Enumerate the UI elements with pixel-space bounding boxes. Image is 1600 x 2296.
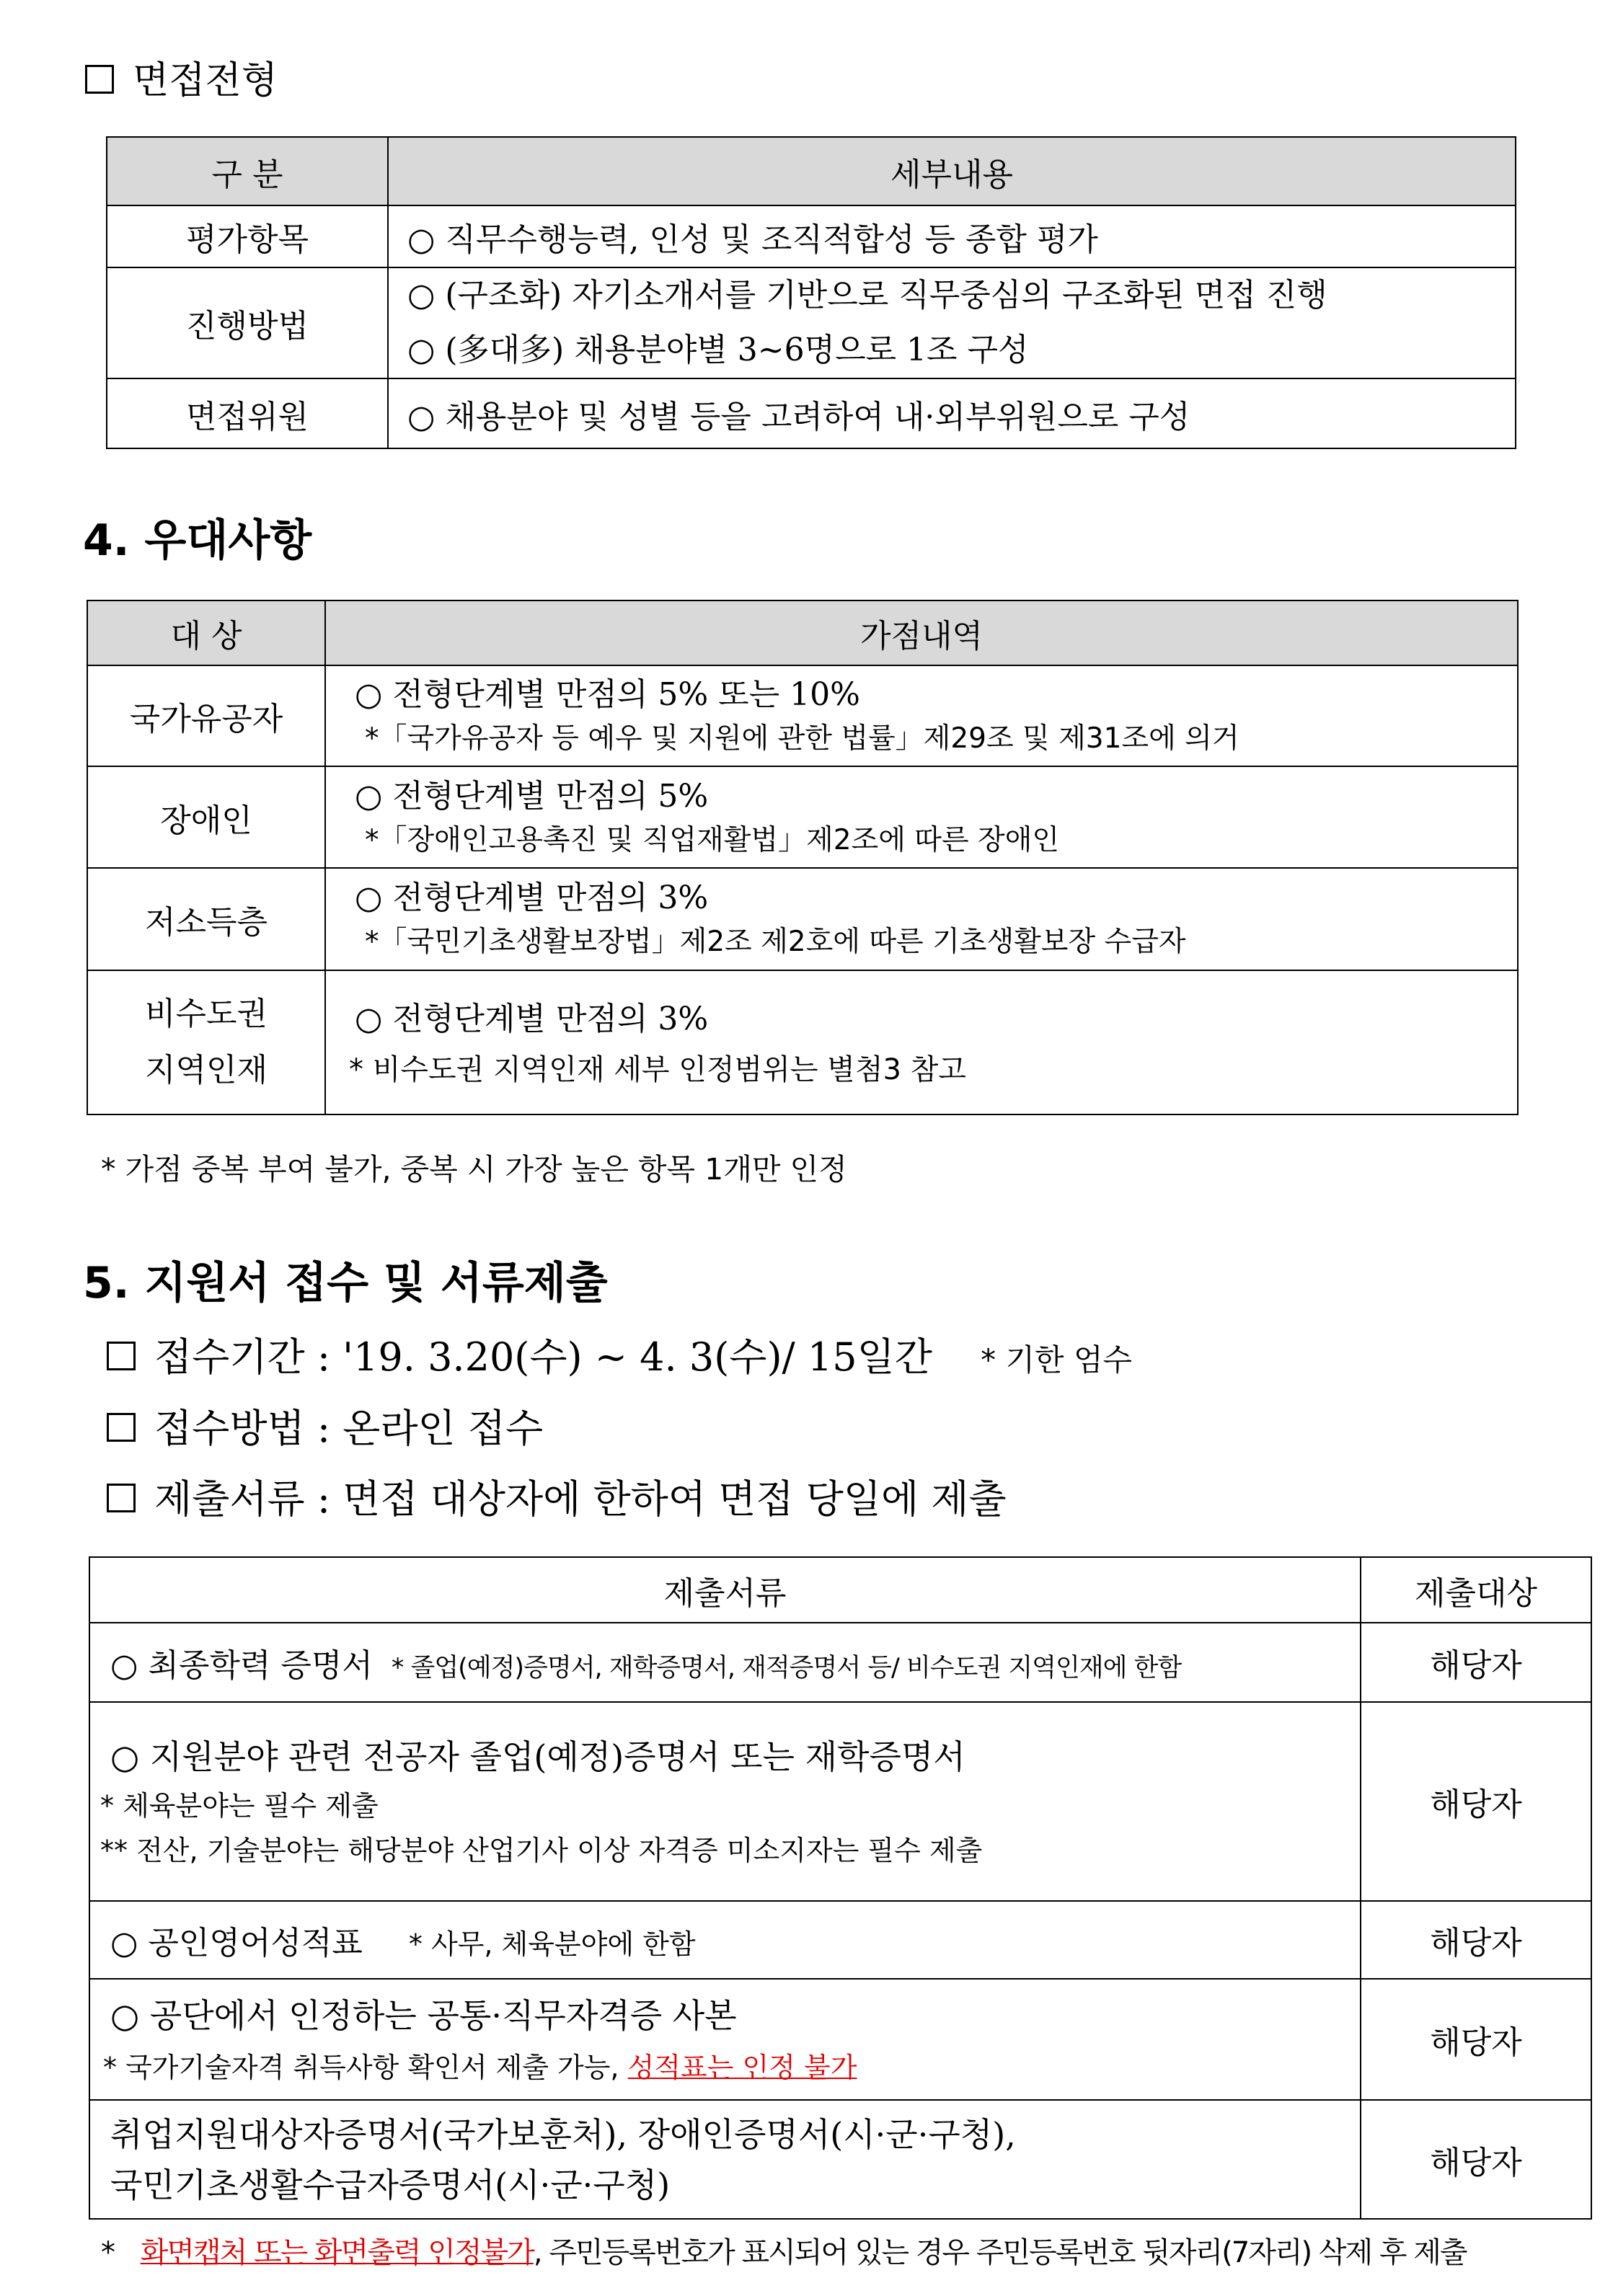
interview-heading-text: 면접전형 [133,59,278,102]
method-text: 접수방법 : 온라인 접수 [154,1406,544,1451]
doc-row-target: 해당자 [1361,1623,1591,1702]
doc-row-target: 해당자 [1361,1901,1591,1979]
preference-row-label: 장애인 [87,766,325,868]
checkbox-square-icon [107,1413,136,1442]
preference-table [87,600,1519,1115]
application-heading: 5. 지원서 접수 및 서류제출 [83,1258,608,1308]
application-item-method [107,1400,543,1458]
preference-row-main: ○ 전형단계별 만점의 3% [355,879,709,916]
preference-footnote: * 가점 중복 부여 불가, 중복 시 가장 높은 항목 1개만 인정 [101,1152,847,1187]
documents-col-documents: 제출서류 [89,1557,1361,1623]
application-item-period [107,1329,1132,1389]
bottom-note [101,2230,1466,2276]
bottom-note-star: * [101,2236,114,2269]
preference-row-note: *「국가유공자 등 예우 및 지원에 관한 법률」제29조 및 제31조에 의거 [365,722,1239,755]
doc-row-inline-note: * 졸업(예정)증명서, 재학증명서, 재적증명서 등/ 비수도권 지역인재에 한함 [391,1654,1182,1683]
checkbox-square-icon [107,1342,136,1370]
period-text: 접수기간 : '19. 3.20(수) ~ 4. 3(수)/ 15일간 [154,1334,932,1380]
preference-row-main: ○ 전형단계별 만점의 3% [355,1001,709,1037]
doc-row-main: ○ 최종학력 증명서 [110,1647,373,1684]
interview-row-text: ○ (多대多) 채용분야별 3~6명으로 1조 구성 [407,332,1029,368]
interview-col-category: 구 분 [107,137,388,205]
preference-col-points: 가점내역 [325,600,1518,665]
preference-row-label: 지역인재 [144,1052,268,1089]
doc-row-inline-note: * 사무, 체육분야에 한함 [408,1928,696,1960]
preference-row-note: *「장애인고용촉진 및 직업재활법」제2조에 따른 장애인 [365,823,1060,856]
interview-row-label: 면접위원 [107,378,388,448]
preference-row-label: 비수도권 [144,996,268,1032]
interview-row-text: ○ 직무수행능력, 인성 및 조직적합성 등 종합 평가 [407,221,1098,258]
doc-row-target: 해당자 [1361,2100,1591,2219]
preference-row-main: ○ 전형단계별 만점의 5% [355,777,709,815]
preference-col-target: 대 상 [87,600,325,665]
interview-row-label: 진행방법 [107,267,388,378]
doc-row-text: 취업지원대상자증명서(국가보훈처), 장애인증명서(시·군·구청), [110,2114,1016,2154]
doc-row-main: ○ 공인영어성적표 [110,1925,363,1962]
bottom-note-text: , 주민등록번호가 표시되어 있는 경우 주민등록번호 뒷자리(7자리) 삭제 후 제출 [533,2236,1467,2269]
interview-row-label: 평가항목 [107,205,388,267]
interview-col-details: 세부내용 [388,137,1516,205]
doc-row-main: ○ 지원분야 관련 전공자 졸업(예정)증명서 또는 재학증명서 [110,1737,965,1776]
preference-row-label: 저소득층 [87,868,325,970]
preference-heading: 4. 우대사항 [83,515,312,566]
preference-row-note: *「국민기초생활보장법」제2조 제2호에 따른 기초생활보장 수급자 [365,926,1186,958]
period-note: * 기한 엄수 [981,1342,1133,1378]
interview-row-text: ○ (구조화) 자기소개서를 기반으로 직무중심의 구조화된 면접 진행 [407,277,1327,314]
doc-row-main: ○ 공단에서 인정하는 공통·직무자격증 사본 [110,1996,737,2035]
application-item-documents [107,1471,1007,1528]
preference-row-note: * 비수도권 지역인재 세부 인정범위는 별첨3 참고 [349,1053,966,1086]
documents-text: 제출서류 : 면접 대상자에 한하여 면접 당일에 제출 [154,1476,1007,1522]
interview-row-text: ○ 채용분야 및 성별 등을 고려하여 내·외부위원으로 구성 [407,398,1190,435]
interview-table [106,136,1516,449]
doc-row-note: * 체육분야는 필수 제출 [100,1790,379,1822]
preference-row-main: ○ 전형단계별 만점의 5% 또는 10% [355,676,860,713]
documents-col-target: 제출대상 [1361,1557,1591,1623]
doc-row-note: * 국가기술자격 취득사항 확인서 제출 가능, [103,2052,628,2083]
preference-row-label: 국가유공자 [87,665,325,766]
checkbox-square-icon [107,1484,136,1512]
bottom-note-warning: 화면캡처 또는 화면출력 인정불가 [140,2236,534,2269]
documents-table [89,1556,1592,2220]
doc-row-target: 해당자 [1361,1702,1591,1901]
checkbox-square-icon [85,65,114,94]
interview-heading [85,52,278,110]
doc-row-text: 국민기초생활수급자증명서(시·군·구청) [110,2165,671,2204]
doc-row-target: 해당자 [1361,1979,1591,2100]
doc-row-note-warning: 성적표는 인정 불가 [627,2052,857,2083]
doc-row-note: ** 전산, 기술분야는 해당분야 산업기사 이상 자격증 미소지자는 필수 제출 [100,1835,983,1866]
